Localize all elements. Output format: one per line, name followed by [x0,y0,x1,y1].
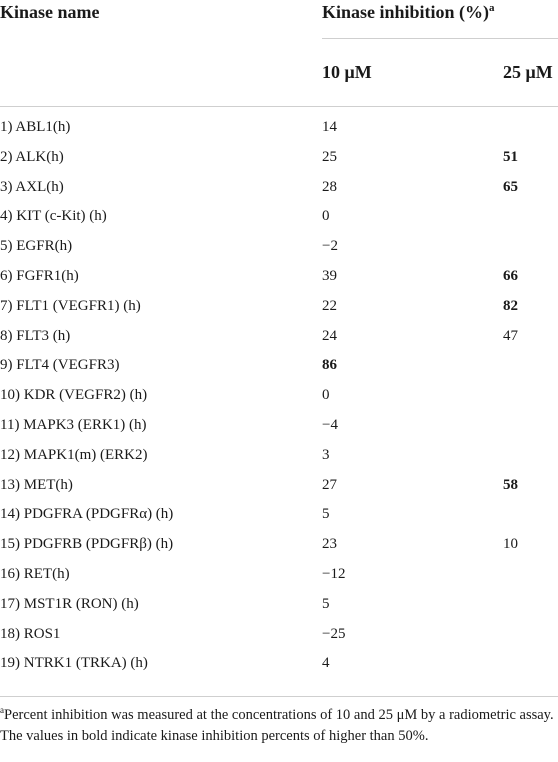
table-row [0,477,558,507]
inhibition-25um-cell: 82 [503,297,518,314]
table-row [0,536,558,566]
table-row [0,119,558,149]
inhibition-25um-cell: 65 [503,178,518,195]
kinase-name-cell: 12) MAPK1(m) (ERK2) [0,446,148,463]
inhibition-10um-cell: 14 [322,119,337,135]
kinase-name-cell: 13) MET(h) [0,476,73,493]
inhibition-10um-cell: 4 [322,655,330,672]
table-row [0,655,558,685]
kinase-name-cell: 10) KDR (VEGFR2) (h) [0,387,148,404]
table-body [0,119,558,685]
inhibition-10um-cell: 0 [322,387,330,404]
inhibition-25um-cell: 47 [503,327,518,344]
footnote [0,705,556,747]
kinase-name-cell: 2) ALK(h) [0,148,64,165]
kinase-name-cell: 6) FGFR1(h) [0,267,79,284]
table-row [0,506,558,536]
table-row [0,417,558,447]
kinase-name-cell: 1) ABL1(h) [0,119,71,135]
header-footnote-mark: a [489,2,495,14]
table-row [0,298,558,328]
inhibition-10um-cell: 28 [322,178,337,195]
kinase-name-cell: 18) ROS1 [0,625,61,642]
header-conc-25: 25 μM [503,62,553,82]
table-row [0,149,558,179]
inhibition-10um-cell: 22 [322,297,337,314]
inhibition-10um-cell: −2 [322,238,338,255]
table-row [0,328,558,358]
inhibition-10um-cell: −4 [322,416,338,433]
table-row [0,357,558,387]
inhibition-10um-cell: 5 [322,595,330,612]
kinase-name-cell: 9) FLT4 (VEGFR3) [0,357,120,374]
inhibition-25um-cell: 58 [503,476,518,493]
kinase-name-cell: 7) FLT1 (VEGFR1) (h) [0,297,141,314]
kinase-name-cell: 3) AXL(h) [0,178,64,195]
header-subrule [322,38,558,39]
table-row [0,626,558,656]
table-row [0,208,558,238]
kinase-name-cell: 16) RET(h) [0,565,70,582]
table-bottom-rule [0,696,558,697]
inhibition-10um-cell: 86 [322,357,337,374]
inhibition-25um-cell: 10 [503,536,518,553]
table-row [0,238,558,268]
footnote-mark: a [0,705,4,716]
inhibition-10um-cell: 5 [322,506,330,523]
inhibition-10um-cell: −12 [322,565,346,582]
header-kinase-inhibition-label: Kinase inhibition (%) [322,2,490,22]
header-bottom-rule [0,106,558,107]
kinase-name-cell: 4) KIT (c-Kit) (h) [0,208,107,225]
inhibition-10um-cell: 24 [322,327,337,344]
kinase-name-cell: 5) EGFR(h) [0,238,73,255]
table-row [0,268,558,298]
inhibition-25um-cell: 51 [503,148,518,165]
header-kinase-name: Kinase name [0,2,100,22]
header-conc-10: 10 μM [322,62,372,82]
kinase-name-cell: 15) PDGFRB (PDGFRβ) (h) [0,536,174,553]
kinase-name-cell: 17) MST1R (RON) (h) [0,595,139,612]
inhibition-10um-cell: 3 [322,446,330,463]
table-row [0,447,558,477]
inhibition-10um-cell: 23 [322,536,337,553]
table-row [0,387,558,417]
kinase-name-cell: 8) FLT3 (h) [0,327,71,344]
kinase-name-cell: 19) NTRK1 (TRKA) (h) [0,655,148,672]
header-kinase-inhibition [322,2,495,23]
inhibition-25um-cell: 66 [503,267,518,284]
inhibition-10um-cell: 0 [322,208,330,225]
footnote-text: Percent inhibition was measured at the concentrations of 10 and 25 μM by a radiometric assay. The values in bold indicate kinase inhibition percents of higher than 50%. [0,707,554,744]
table-row [0,596,558,626]
kinase-name-cell: 11) MAPK3 (ERK1) (h) [0,416,147,433]
inhibition-10um-cell: 27 [322,476,337,493]
table-row [0,566,558,596]
kinase-name-cell: 14) PDGFRA (PDGFRα) (h) [0,506,174,523]
inhibition-10um-cell: 39 [322,267,337,284]
inhibition-10um-cell: −25 [322,625,346,642]
inhibition-10um-cell: 25 [322,148,337,165]
table-row [0,179,558,209]
